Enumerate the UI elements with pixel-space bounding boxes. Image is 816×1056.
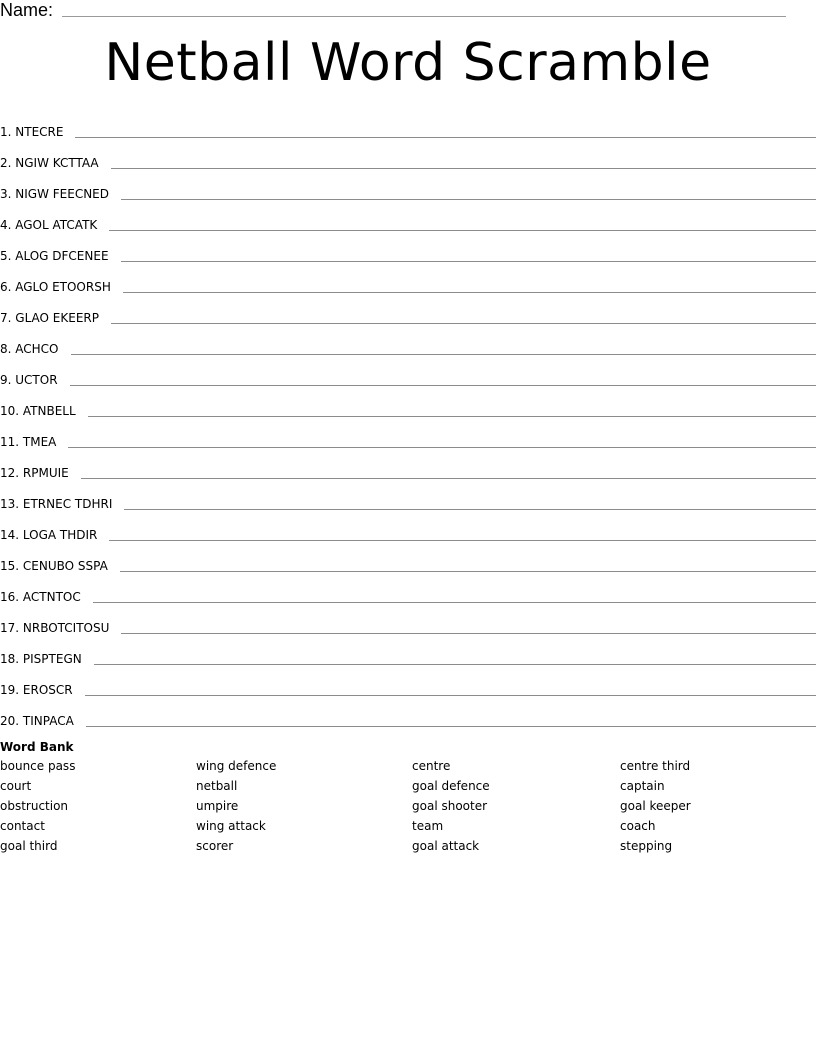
scrambled-word: 10. ATNBELL <box>0 404 76 418</box>
word-bank-item: stepping <box>620 839 673 853</box>
word-bank <box>0 738 816 858</box>
question-row <box>0 451 816 482</box>
word-bank-item: obstruction <box>0 799 69 813</box>
question-row <box>0 141 816 172</box>
answer-line[interactable] <box>85 695 816 696</box>
word-bank-item: contact <box>0 819 45 833</box>
answer-line[interactable] <box>71 354 816 355</box>
question-row <box>0 699 816 730</box>
answer-line[interactable] <box>121 261 816 262</box>
answer-line[interactable] <box>88 416 816 417</box>
question-row <box>0 575 816 606</box>
scrambled-word: 3. NIGW FEECNED <box>0 187 110 201</box>
question-list <box>0 110 816 730</box>
word-bank-item: coach <box>620 819 656 833</box>
scrambled-word: 8. ACHCO <box>0 342 59 356</box>
question-row <box>0 265 816 296</box>
question-row <box>0 606 816 637</box>
word-bank-item: goal attack <box>412 839 480 853</box>
scrambled-word: 1. NTECRE <box>0 125 64 139</box>
name-label: Name: <box>0 0 54 20</box>
answer-line[interactable] <box>124 509 816 510</box>
word-bank-item: goal third <box>0 839 58 853</box>
question-row <box>0 203 816 234</box>
answer-line[interactable] <box>123 292 816 293</box>
word-bank-item: wing attack <box>196 819 266 833</box>
scrambled-word: 6. AGLO ETOORSH <box>0 280 111 294</box>
answer-line[interactable] <box>109 230 816 231</box>
answer-line[interactable] <box>121 199 816 200</box>
scrambled-word: 2. NGIW KCTTAA <box>0 156 99 170</box>
scrambled-word: 20. TINPACA <box>0 714 74 728</box>
scrambled-word: 15. CENUBO SSPA <box>0 559 108 573</box>
answer-line[interactable] <box>93 602 816 603</box>
scrambled-word: 9. UCTOR <box>0 373 58 387</box>
answer-line[interactable] <box>68 447 816 448</box>
question-row <box>0 420 816 451</box>
answer-line[interactable] <box>86 726 816 727</box>
scrambled-word: 18. PISPTEGN <box>0 652 82 666</box>
question-row <box>0 234 816 265</box>
word-bank-grid <box>0 758 816 858</box>
word-bank-title: Word Bank <box>0 740 74 754</box>
scrambled-word: 4. AGOL ATCATK <box>0 218 98 232</box>
answer-line[interactable] <box>121 633 816 634</box>
answer-line[interactable] <box>70 385 816 386</box>
word-bank-item: umpire <box>196 799 239 813</box>
question-row <box>0 110 816 141</box>
word-bank-item: goal keeper <box>620 799 691 813</box>
name-row <box>0 0 790 20</box>
word-bank-item: wing defence <box>196 759 277 773</box>
question-row <box>0 668 816 699</box>
page-title: Netball Word Scramble <box>104 33 712 93</box>
answer-line[interactable] <box>109 540 816 541</box>
scrambled-word: 7. GLAO EKEERP <box>0 311 99 325</box>
answer-line[interactable] <box>94 664 816 665</box>
answer-line[interactable] <box>111 323 816 324</box>
name-input-line[interactable] <box>62 16 786 17</box>
answer-line[interactable] <box>75 137 816 138</box>
word-bank-item: centre third <box>620 759 691 773</box>
scrambled-word: 16. ACTNTOC <box>0 590 81 604</box>
question-row <box>0 544 816 575</box>
question-row <box>0 389 816 420</box>
word-bank-item: team <box>412 819 444 833</box>
word-bank-item: netball <box>196 779 238 793</box>
scrambled-word: 12. RPMUIE <box>0 466 69 480</box>
scrambled-word: 13. ETRNEC TDHRI <box>0 497 113 511</box>
answer-line[interactable] <box>81 478 816 479</box>
word-bank-item: goal shooter <box>412 799 488 813</box>
word-bank-item: scorer <box>196 839 234 853</box>
question-row <box>0 513 816 544</box>
question-row <box>0 637 816 668</box>
answer-line[interactable] <box>111 168 816 169</box>
word-bank-item: court <box>0 779 32 793</box>
word-bank-item: captain <box>620 779 665 793</box>
question-row <box>0 482 816 513</box>
scrambled-word: 19. EROSCR <box>0 683 73 697</box>
question-row <box>0 358 816 389</box>
scrambled-word: 17. NRBOTCITOSU <box>0 621 110 635</box>
word-bank-item: goal defence <box>412 779 490 793</box>
answer-line[interactable] <box>120 571 816 572</box>
question-row <box>0 172 816 203</box>
word-bank-item: bounce pass <box>0 759 76 773</box>
question-row <box>0 296 816 327</box>
word-bank-item: centre <box>412 759 451 773</box>
question-row <box>0 327 816 358</box>
scrambled-word: 11. TMEA <box>0 435 57 449</box>
scrambled-word: 5. ALOG DFCENEE <box>0 249 109 263</box>
scrambled-word: 14. LOGA THDIR <box>0 528 98 542</box>
